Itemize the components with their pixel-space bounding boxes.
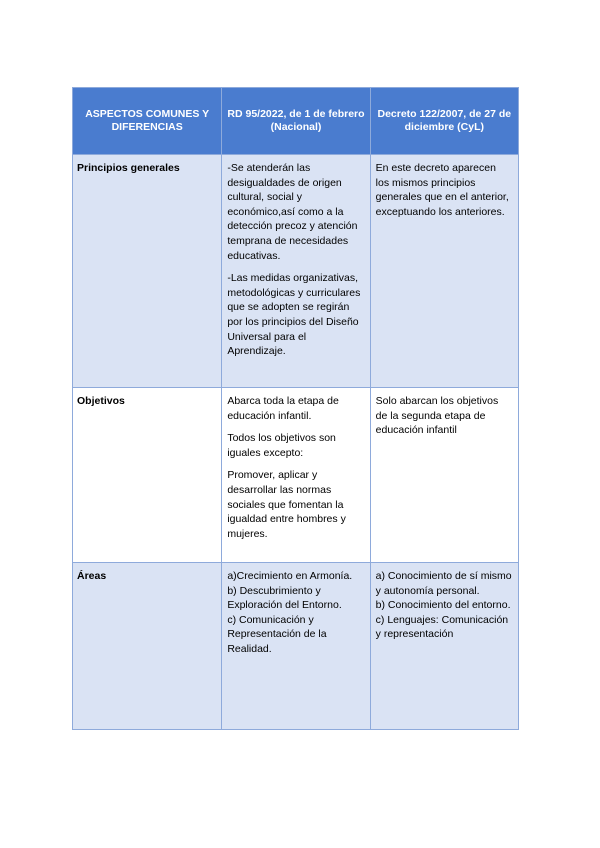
- cell-line: b) Descubrimiento y Exploración del Entorno.: [227, 584, 342, 612]
- row-label: Objetivos: [77, 395, 125, 407]
- cell-line: a) Conocimiento de sí mismo y autonomía personal.: [375, 570, 512, 597]
- national-cell: [222, 155, 370, 388]
- row-label: Áreas: [77, 570, 107, 582]
- header-decreto-122-2007: Decreto 122/2007, de 27 de diciembre (CyL): [370, 88, 518, 155]
- cyl-cell: [370, 563, 518, 730]
- national-cell: [222, 563, 370, 730]
- header-aspects: ASPECTOS COMUNES Y DIFERENCIAS: [73, 88, 222, 155]
- cell-paragraph: -Se atenderán las desigualdades de origen cultural, social y económico,así como a la detección precoz y atención temprana de necesidades educativas.: [227, 162, 358, 262]
- cell-line: a)Crecimiento en Armonía.: [227, 570, 353, 582]
- table-row-principios: [73, 155, 519, 388]
- cell-line: c) Lenguajes: Comunicación y representación: [375, 613, 509, 641]
- table-row-objetivos: [73, 388, 519, 563]
- header-row: [73, 88, 519, 155]
- cyl-cell: [370, 388, 518, 563]
- cell-paragraph: -Las medidas organizativas, metodológicas y curriculares que se adopten se regirán por los principios del Diseño Universal para el Aprendizaje.: [227, 272, 361, 358]
- comparison-table: [72, 87, 519, 730]
- national-cell: [222, 388, 370, 563]
- row-label-cell: [73, 563, 222, 730]
- row-label-cell: [73, 388, 222, 563]
- cell-paragraph: Solo abarcan los objetivos de la segunda etapa de educación infantil: [375, 395, 499, 437]
- table-row-areas: [73, 563, 519, 730]
- cell-paragraph: Abarca toda la etapa de educación infantil.: [227, 395, 339, 422]
- row-label-cell: [73, 155, 222, 388]
- header-rd-95-2022: RD 95/2022, de 1 de febrero (Nacional): [222, 88, 370, 155]
- cell-paragraph: Promover, aplicar y desarrollar las normas sociales que fomentan la igualdad entre hombres y mujeres.: [227, 469, 346, 540]
- row-label: Principios generales: [77, 162, 180, 174]
- cell-paragraph: Todos los objetivos son iguales excepto:: [227, 432, 336, 459]
- cell-line: b) Conocimiento del entorno.: [375, 599, 511, 612]
- cell-paragraph: En este decreto aparecen los mismos principios generales que en el anterior, exceptuando los anteriores.: [375, 162, 509, 218]
- cyl-cell: [370, 155, 518, 388]
- cell-line: c) Comunicación y Representación de la Realidad.: [227, 613, 327, 655]
